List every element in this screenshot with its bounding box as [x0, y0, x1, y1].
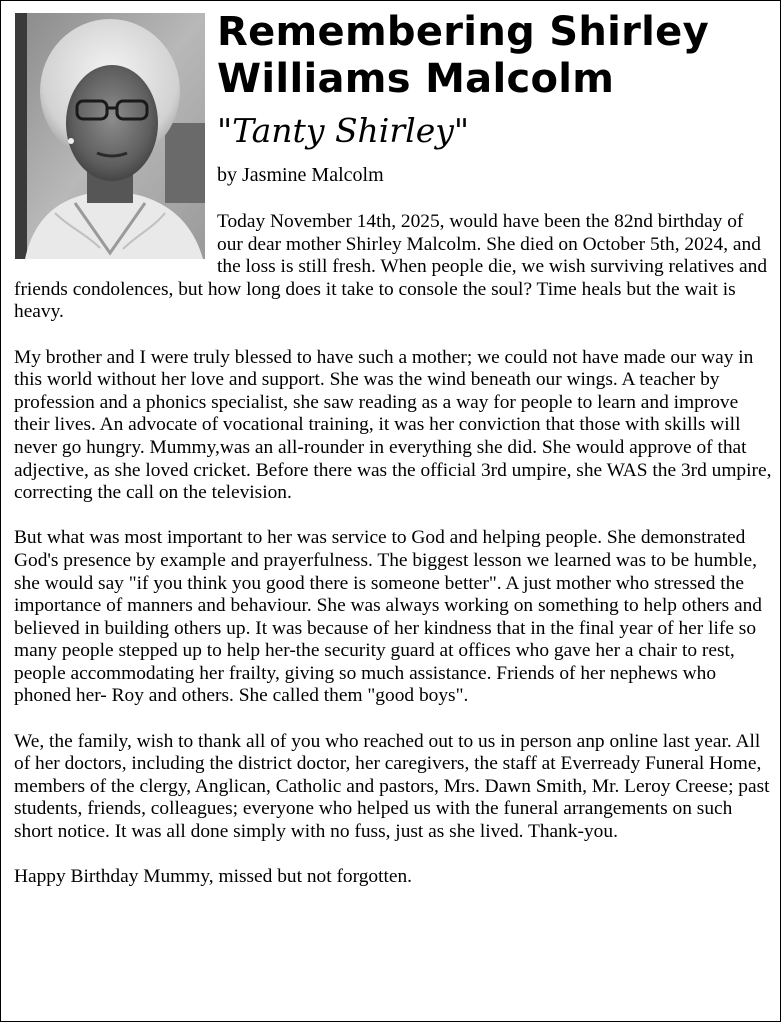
- photo-wrap-spacer: [14, 211, 217, 278]
- paragraph-3: But what was most important to her was service to God and helping people. She demonstrated God's presence by example and prayerfulness. The biggest lesson we learned was to be humble, she would say "if you think you good there is someone better". A just mother who stressed the importance of manners and behaviour. She was always working on something to help others and believed in building others up. It was because of her kindness that in the final year of her life so many people stepped up to help her-the security guard at offices who gave her a chair to rest, people accommodating her frailty, giving so much assistance. Friends of her nephews who phoned her- Roy and others. She called them "good boys".: [14, 527, 762, 707]
- paragraph-1: Today November 14th, 2025, would have been the 82nd birthday of our dear mother Shirley Malcolm. She died on October 5th, 2024, and the loss is still fresh. When people die, we wish surviving relatives and friends condolences, but how long does it take to console the soul? Time heals but the wait is heavy.: [14, 211, 768, 323]
- title-line-1: Remembering Shirley: [217, 9, 709, 55]
- paragraph-2: My brother and I were truly blessed to have such a mother; we could not have made our way in this world without her love and support. She was the wind beneath our wings. A teacher by profession and a phonics specialist, she saw reading as a way for people to learn and improve their lives. An advocate of vocational training, it was her conviction that those with skills will never go hungry. Mummy,was an all-rounder in everything she did. She would approve of that adjective, as she loved cricket. Before there was the official 3rd umpire, she WAS the 3rd umpire, correcting the call on the television.: [14, 346, 772, 504]
- title-line-2: Williams Malcolm: [217, 56, 615, 102]
- article-body: [14, 211, 772, 889]
- article-title: [217, 9, 777, 103]
- paragraph-4: We, the family, wish to thank all of you who reached out to us in person anp online last year. All of her doctors, including the district doctor, her caregivers, the staff at Everready Funeral Home, members of the clergy, Anglican, Catholic and pastors, Mrs. Dawn Smith, Mr. Leroy Creese; past students, friends, colleagues; everyone who helped us with the funeral arrangements on such short notice. It was all done simply with no fuss, just as she lived. Thank-you.: [14, 730, 770, 843]
- article-nickname: "Tanty Shirley": [217, 111, 470, 150]
- paragraph-5: Happy Birthday Mummy, missed but not forgotten.: [14, 866, 413, 888]
- article-byline: by Jasmine Malcolm: [217, 164, 384, 186]
